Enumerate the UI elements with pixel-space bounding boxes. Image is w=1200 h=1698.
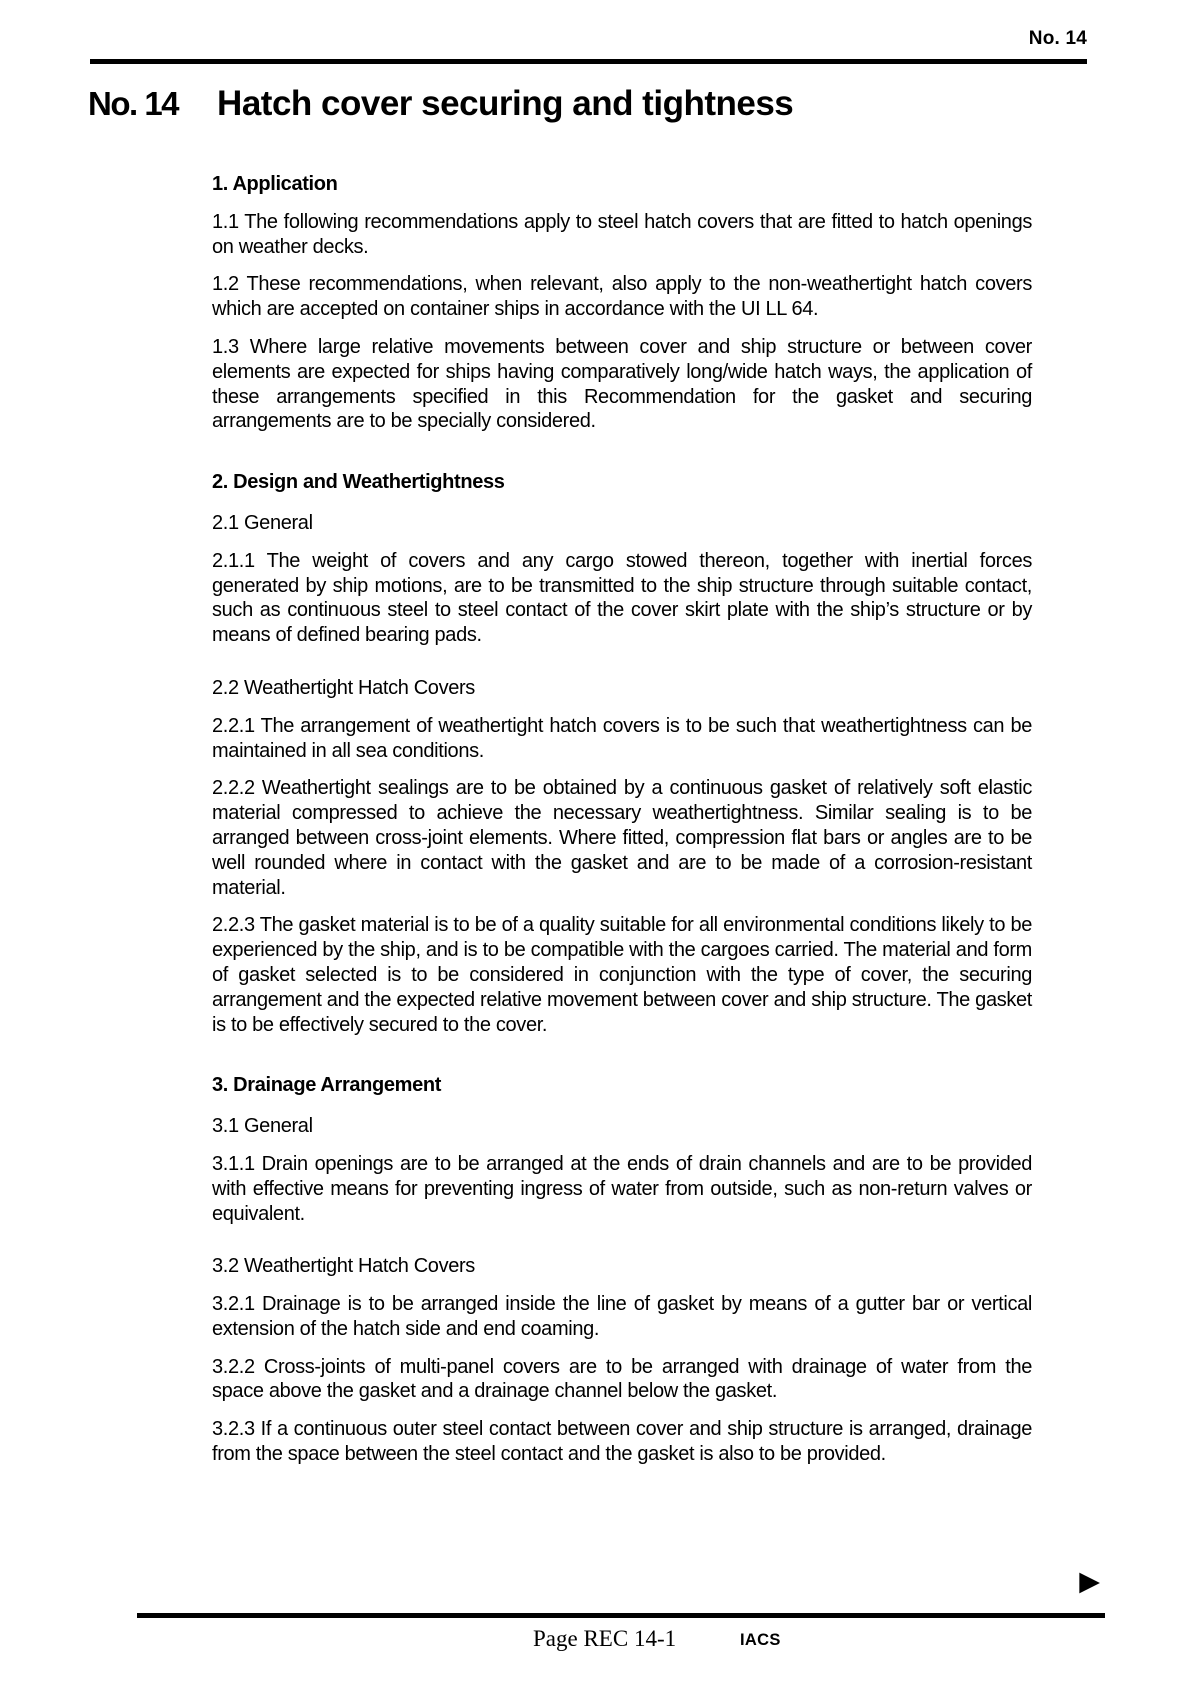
section-heading-application: 1. Application (212, 173, 338, 195)
paragraph-3-2-2: 3.2.2 Cross-joints of multi-panel covers are to be arranged with drainage of water from the space above the gasket and a drainage channel below the gasket. (212, 1355, 1032, 1403)
subsection-heading-3-1-general: 3.1 General (212, 1115, 313, 1138)
paragraph-2-2-2: 2.2.2 Weathertight sealings are to be obtained by a continuous gasket of relatively soft elastic material compressed to achieve the necessary weathertightness. Similar sealing is to be arranged between cross-joint elements. Where fitted, compression flat bars or angles are to be well rounded where in contact with the gasket and are to be made of a corrosion-resistant material. (212, 777, 1032, 899)
org-label: IACS (740, 1631, 781, 1649)
doc-title: Hatch cover securing and tightness (217, 84, 794, 123)
subsection-heading-2-1-general: 2.1 General (212, 511, 313, 534)
paragraph-2-1-1: 2.1.1 The weight of covers and any cargo stowed thereon, together with inertial forces generated by ship motions, are to be transmitted to the ship structure through suitable contact, such as continuous steel to steel contact of the cover skirt plate with the ship’s structure or by means of defined bearing pads. (212, 549, 1032, 647)
doc-number: No. 14 (88, 85, 179, 122)
paragraph-2-2-1: 2.2.1 The arrangement of weathertight hatch covers is to be such that weathertightness can be maintained in all sea conditions. (212, 714, 1032, 762)
paragraph-1-3: 1.3 Where large relative movements between cover and ship structure or between cover elements are expected for ships having comparatively long/wide hatch ways, the application of these arrangements specified in this Recommendation for the gasket and securing arrangements are to be specially considered. (212, 335, 1032, 433)
paragraph-3-2-1: 3.2.1 Drainage is to be arranged inside the line of gasket by means of a gutter bar or vertical extension of the hatch side and end coaming. (212, 1293, 1032, 1340)
subsection-heading-2-2-weathertight-hatch-covers: 2.2 Weathertight Hatch Covers (212, 676, 475, 699)
paragraph-3-2-3: 3.2.3 If a continuous outer steel contact between cover and ship structure is arranged, drainage from the space between the steel contact and the gasket is also to be provided. (212, 1418, 1032, 1466)
continuation-arrow-icon: ▶ (1079, 1566, 1100, 1596)
page-header-ref: No. 14 (1028, 28, 1087, 49)
document-body (212, 172, 1032, 1467)
page-number-label: Page REC 14-1 (533, 1626, 677, 1651)
section-heading-design-weathertightness: 2. Design and Weathertightness (212, 471, 505, 494)
document-title-row (88, 84, 1088, 124)
header-rule (90, 59, 1087, 64)
paragraph-2-2-3: 2.2.3 The gasket material is to be of a quality suitable for all environmental conditions likely to be experienced by the ship, and is to be compatible with the cargoes carried. The material and form of gasket selected is to be considered in conjunction with the type of cover, the securing arrangement and the expected relative movement between cover and ship structure. The gasket is to be effectively secured to the cover. (212, 914, 1032, 1036)
footer-rule (137, 1613, 1105, 1618)
paragraph-3-1-1: 3.1.1 Drain openings are to be arranged at the ends of drain channels and are to be provided with effective means for preventing ingress of water from outside, such as non-return valves or equivalent. (212, 1152, 1032, 1225)
section-heading-drainage-arrangement: 3. Drainage Arrangement (212, 1074, 442, 1097)
paragraph-1-1: 1.1 The following recommendations apply to steel hatch covers that are fitted to hatch openings on weather decks. (212, 210, 1032, 258)
subsection-heading-3-2-weathertight-hatch-covers: 3.2 Weathertight Hatch Covers (212, 1255, 475, 1278)
paragraph-1-2: 1.2 These recommendations, when relevant, also apply to the non-weathertight hatch covers which are accepted on container ships in accordance with the UI LL 64. (212, 273, 1032, 321)
